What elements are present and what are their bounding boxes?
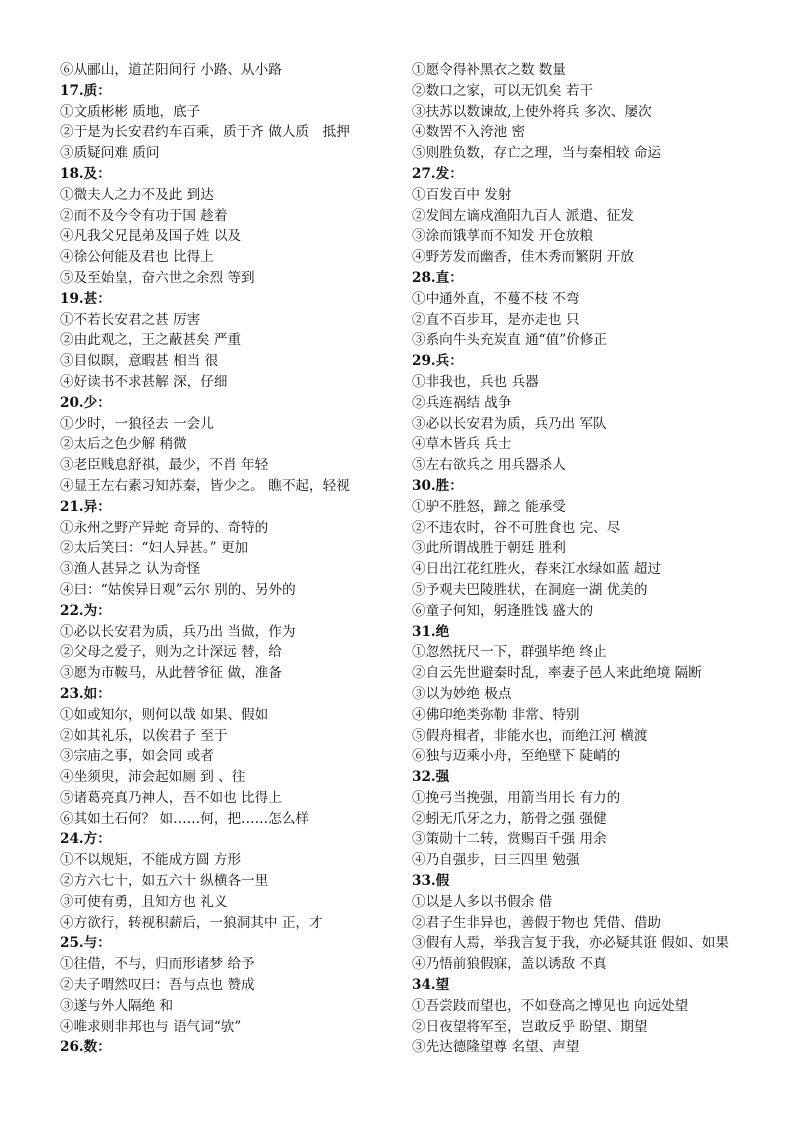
entry-heading: 30.胜： <box>412 477 463 494</box>
entry-line: ③必以长安君为质，兵乃出 军队 <box>412 415 607 432</box>
entry-line: ③宗庙之事，如会同 或者 <box>60 748 214 765</box>
entry-line: ②君子生非异也，善假于物也 凭借、借助 <box>412 914 662 931</box>
entry-line: ②直不百步耳，是亦走也 只 <box>412 311 580 328</box>
entry-line: ①百发百中 发射 <box>412 186 512 203</box>
entry-line: ④野芳发而幽香，佳木秀而繁阴 开放 <box>412 249 634 266</box>
entry-heading: 23.如： <box>60 685 111 702</box>
entry-line: ③此所谓战胜于朝廷 胜利 <box>412 540 566 557</box>
entry-line: ②而不及今令有功于国 趁着 <box>60 207 228 224</box>
entry-line: ⑤予观夫巴陵胜状，在洞庭一湖 优美的 <box>412 581 648 598</box>
entry-line: ③质疑问难 质问 <box>60 145 160 162</box>
entry-line: ②于是为长安君约车百乘，质于齐 做人质 抵押 <box>60 124 350 141</box>
entry-line: ③遂与外人隔绝 和 <box>60 997 174 1014</box>
entry-line: ④好读书不求甚解 深，仔细 <box>60 373 228 390</box>
entry-line: ④凡我父兄昆弟及国子姓 以及 <box>60 228 242 245</box>
entry-line: ⑥独与迈乘小舟，至绝壁下 陡峭的 <box>412 748 621 765</box>
entry-heading: 25.与： <box>60 935 111 952</box>
entry-line: ②由此观之，王之蔽甚矣 严重 <box>60 332 242 349</box>
entry-line: ①不若长安君之甚 厉害 <box>60 311 201 328</box>
entry-line: ①不以规矩，不能成方圆 方形 <box>60 852 242 869</box>
entry-line: ①如或知尔，则何以哉 如果、假如 <box>60 706 269 723</box>
entry-line: ⑤假舟楫者，非能水也，而绝江河 横渡 <box>412 727 648 744</box>
entry-heading: 29.兵： <box>412 353 463 370</box>
entry-line: ④乃悟前狼假寐，盖以诱敌 不真 <box>412 956 607 973</box>
entry-line: ③可使有勇，且知方也 礼义 <box>60 893 228 910</box>
entry-line: ④乃自强步，曰三四里 勉强 <box>412 852 580 869</box>
entry-line: ③涂而饿莩而不知发 开仓放粮 <box>412 228 594 245</box>
entry-line: ③策勋十二转，赏赐百千强 用余 <box>412 831 607 848</box>
entry-line: ④坐须臾，沛会起如厕 到 、往 <box>60 769 246 786</box>
entry-line: ③先达德隆望尊 名望、声望 <box>412 1039 580 1056</box>
entry-line: ③假有人焉，举我言复于我，亦必疑其诳 假如、如果 <box>412 935 729 952</box>
entry-heading: 17.质： <box>60 82 111 99</box>
entry-line: ②父母之爱子，则为之计深远 替，给 <box>60 644 282 661</box>
entry-line: ①文质彬彬 质地，底子 <box>60 103 201 120</box>
entry-heading: 19.甚： <box>60 290 111 307</box>
entry-heading: 31.绝 <box>412 623 450 640</box>
entry-heading: 20.少： <box>60 394 111 411</box>
entry-line: ①必以长安君为质，兵乃出 当做，作为 <box>60 623 296 640</box>
entry-line: ③目似瞑，意暇甚 相当 很 <box>60 353 219 370</box>
entry-line: ①以是人多以书假余 借 <box>412 893 553 910</box>
entry-line: ②如其礼乐，以俟君子 至于 <box>60 727 228 744</box>
entry-heading: 34.望 <box>412 977 450 994</box>
entry-line: ④方欲行，转视积薪后，一狼洞其中 正，才 <box>60 914 323 931</box>
right-column <box>412 60 752 1058</box>
entry-heading: 18.及： <box>60 165 111 182</box>
entry-line: ①往借，不与，归而形诸梦 给予 <box>60 956 255 973</box>
entry-heading: 32.强 <box>412 769 450 786</box>
entry-line: ⑤则胜负数，存亡之理，当与秦相较 命运 <box>412 145 662 162</box>
entry-line: ②日夜望将军至，岂敢反乎 盼望、期望 <box>412 1018 648 1035</box>
entry-line: ②自云先世避秦时乱，率妻子邑人来此绝境 隔断 <box>412 665 702 682</box>
entry-line: ③老臣贱息舒祺，最少，不肖 年轻 <box>60 457 269 474</box>
entry-line: ①吾尝跂而望也，不如登高之博见也 向远处望 <box>412 997 689 1014</box>
entry-line: ④佛印绝类弥勒 非常、特别 <box>412 706 580 723</box>
entry-heading: 24.方： <box>60 831 111 848</box>
entry-line: ①驴不胜怒，蹄之 能承受 <box>412 498 566 515</box>
entry-line: ③以为妙绝 极点 <box>412 685 512 702</box>
entry-line: ②太后笑曰：“妇人异甚。” 更加 <box>60 540 249 557</box>
entry-line: ②方六七十，如五六十 纵横各一里 <box>60 873 269 890</box>
entry-line: ③系向牛头充炭直 通“值”价修正 <box>412 332 607 349</box>
entry-line: ①永州之野产异蛇 奇异的、奇特的 <box>60 519 269 536</box>
entry-heading: 22.为： <box>60 602 111 619</box>
entry-line: ④草木皆兵 兵士 <box>412 436 512 453</box>
entry-line: ②数口之家，可以无饥矣 若干 <box>412 82 594 99</box>
entry-heading: 33.假 <box>412 873 450 890</box>
entry-line: ③渔人甚异之 认为奇怪 <box>60 561 201 578</box>
entry-line: ②蚓无爪牙之力，筋骨之强 强健 <box>412 810 607 827</box>
entry-line: ①愿令得补黑衣之数 数量 <box>412 62 566 78</box>
entry-heading: 28.直： <box>412 269 463 286</box>
entry-heading: 21.异： <box>60 498 111 515</box>
entry-line: ②不违农时，谷不可胜食也 完、尽 <box>412 519 621 536</box>
entry-line: ④徐公何能及君也 比得上 <box>60 249 214 266</box>
entry-line: ③愿为市鞍马，从此替爷征 做，准备 <box>60 665 282 682</box>
entry-line: ④显王左右素习知苏秦，皆少之。 瞧不起，轻视 <box>60 477 350 494</box>
entry-line: ①微夫人之力不及此 到达 <box>60 186 214 203</box>
entry-line: ①挽弓当挽强，用箭当用长 有力的 <box>412 789 621 806</box>
entry-heading: 26.数： <box>60 1039 111 1056</box>
entry-line: ②太后之色少解 稍微 <box>60 436 187 453</box>
entry-line: ③扶苏以数谏故,上使外将兵 多次、屡次 <box>412 103 652 120</box>
entry-line: ⑤及至始皇，奋六世之余烈 等到 <box>60 269 255 286</box>
entry-line: ①忽然抚尺一下，群强毕绝 终止 <box>412 644 607 661</box>
entry-line: ①非我也，兵也 兵器 <box>412 373 539 390</box>
entry-line: ⑥从郦山，道芷阳间行 小路、从小路 <box>60 62 282 78</box>
entry-line: ⑤左右欲兵之 用兵器杀人 <box>412 457 566 474</box>
entry-line: ⑥其如土石何？ 如……何，把……怎么样 <box>60 810 310 827</box>
entry-line: ①少时，一狼径去 一会儿 <box>60 415 214 432</box>
left-column <box>60 60 400 1058</box>
entry-line: ⑤诸葛亮真乃神人，吾不如也 比得上 <box>60 789 282 806</box>
entry-line: ②兵连祸结 战争 <box>412 394 512 411</box>
entry-line: ④曰：“姑俟异日观”云尔 别的、另外的 <box>60 581 296 598</box>
entry-line: ④唯求则非邦也与 语气词“欤” <box>60 1018 242 1035</box>
entry-line: ②夫子喟然叹曰：吾与点也 赞成 <box>60 977 255 994</box>
entry-line: ④数罟不入洿池 密 <box>412 124 526 141</box>
entry-line: ④日出江花红胜火，春来江水绿如蓝 超过 <box>412 561 662 578</box>
entry-heading: 27.发： <box>412 165 463 182</box>
entry-line: ②发闾左谪戍渔阳九百人 派遣、征发 <box>412 207 634 224</box>
entry-line: ⑥童子何知，躬逢胜饯 盛大的 <box>412 602 594 619</box>
entry-line: ①中通外直，不蔓不枝 不弯 <box>412 290 580 307</box>
